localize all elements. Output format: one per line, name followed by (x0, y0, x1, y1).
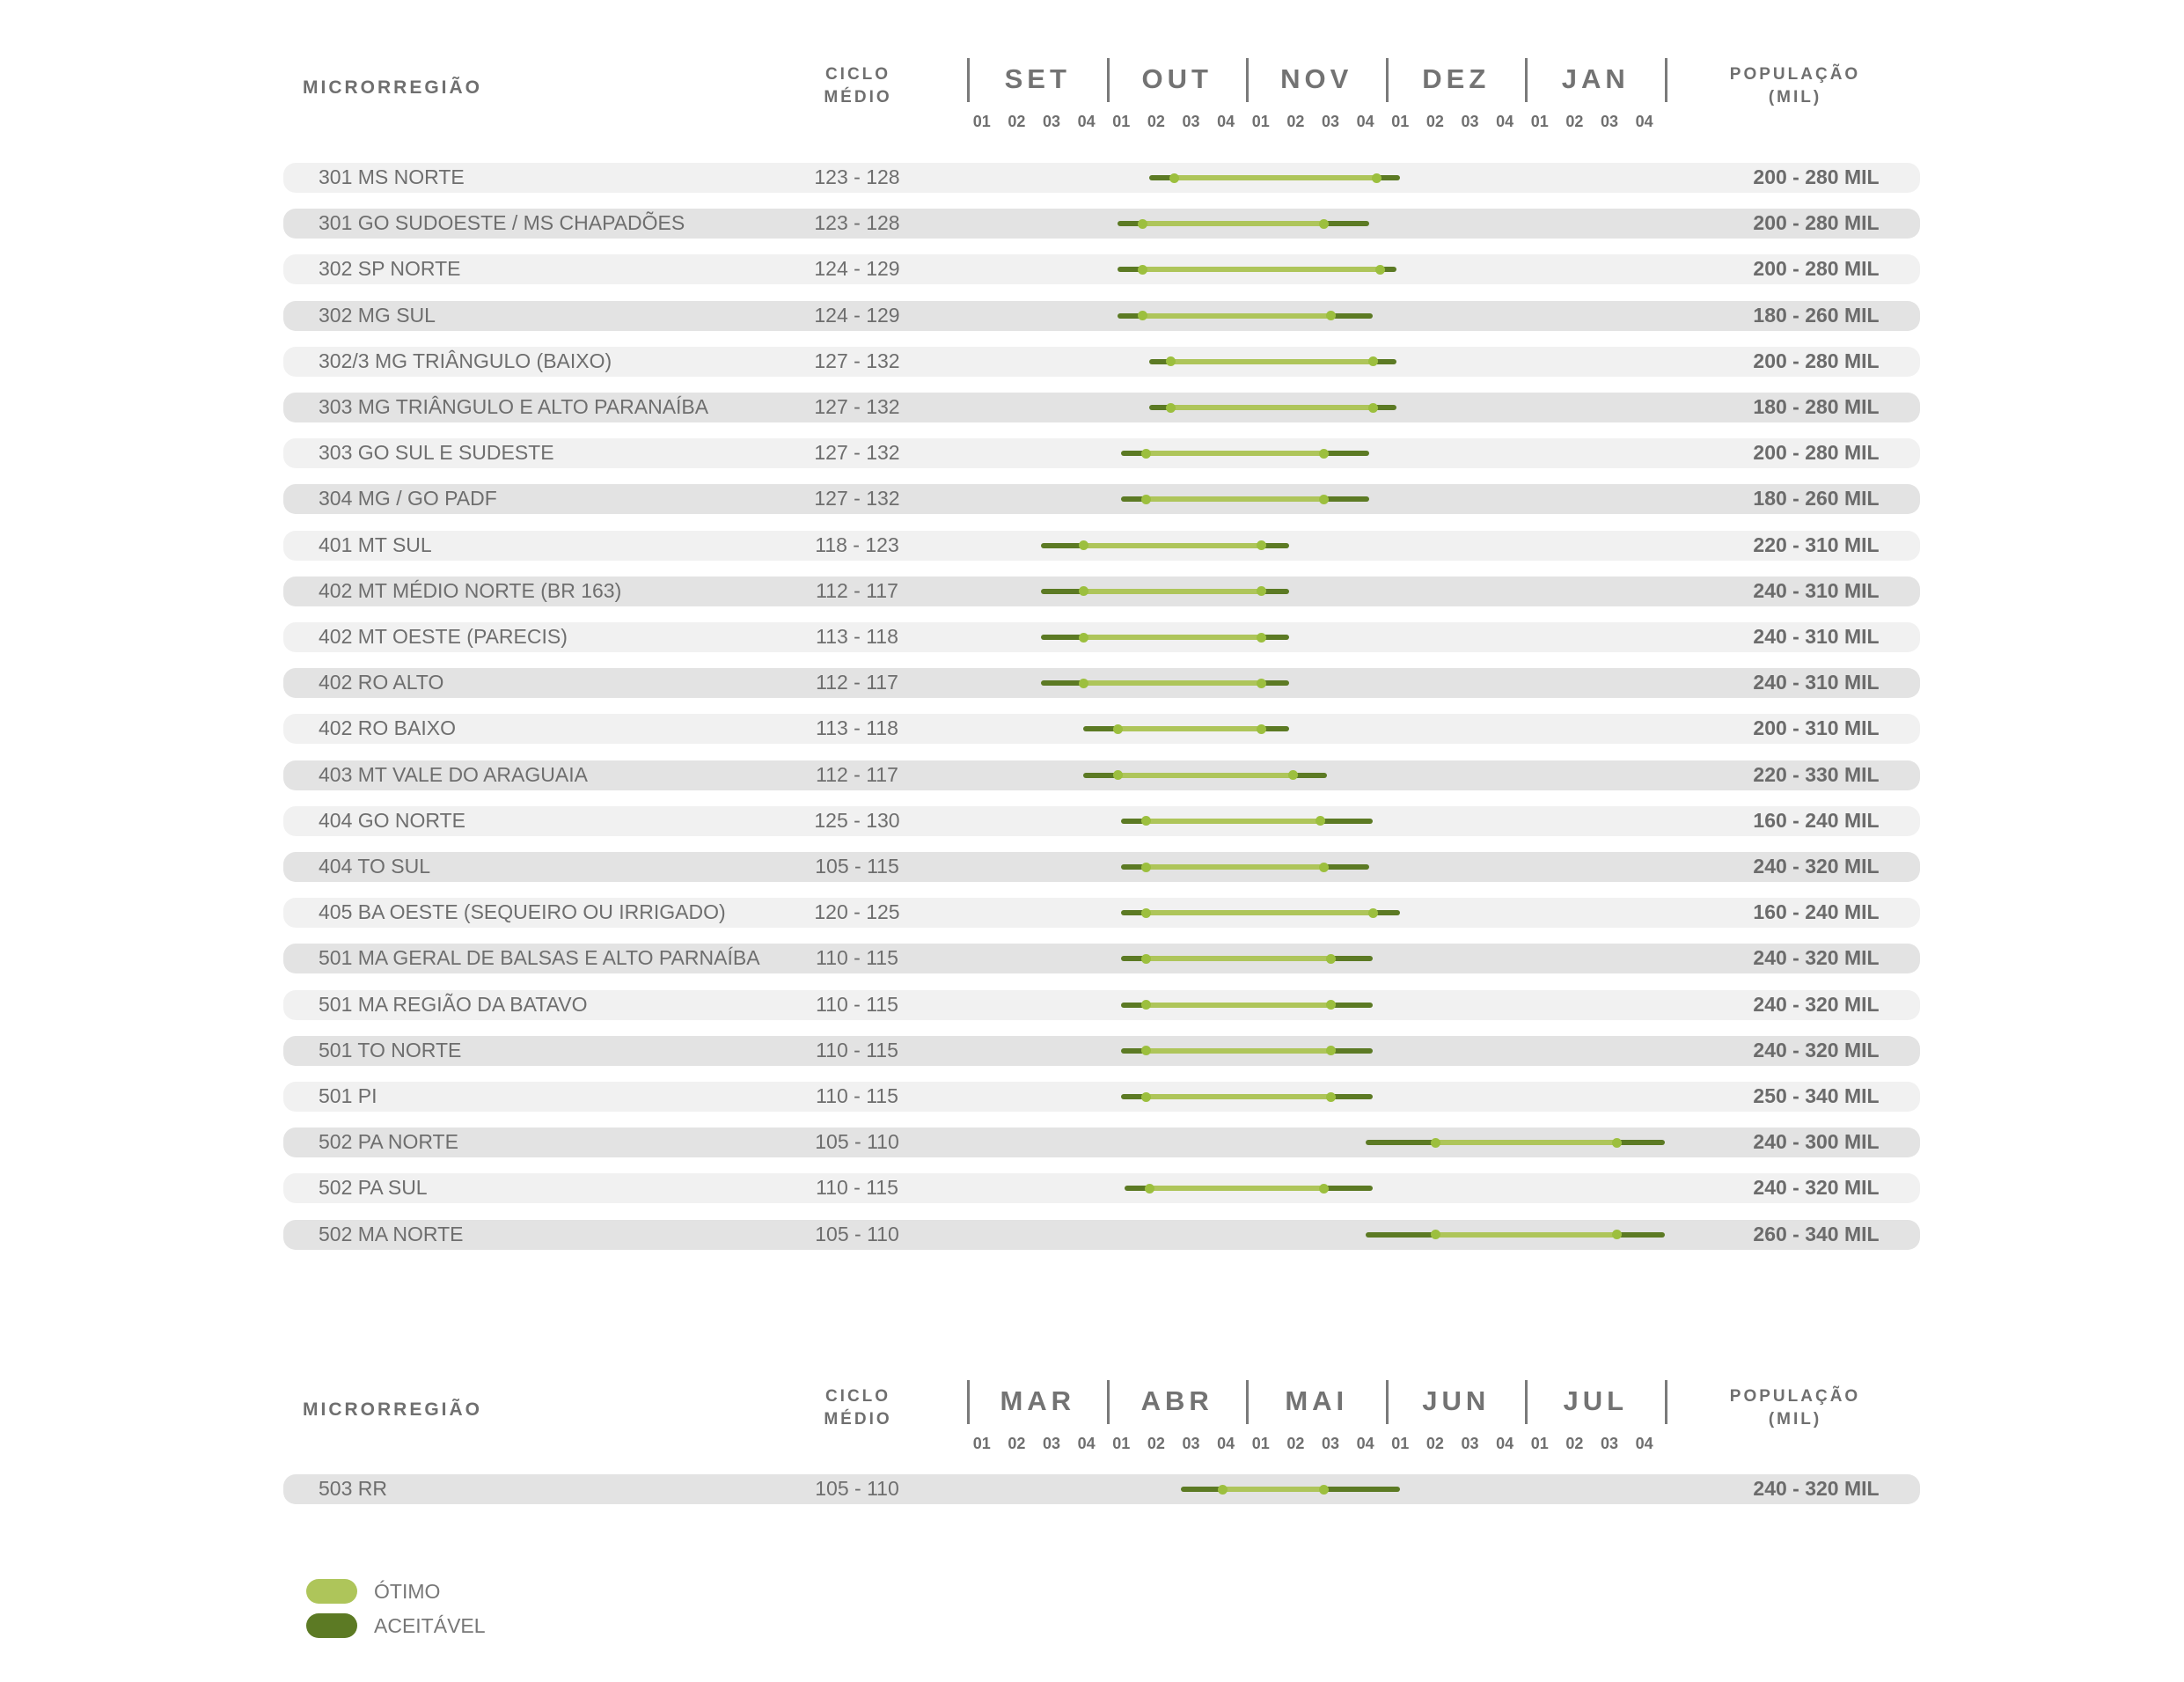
population-header-line-1: POPULAÇÃO (1729, 65, 1861, 84)
optimal-end-dot (1257, 540, 1266, 550)
optimal-start-dot (1141, 863, 1151, 872)
legend-swatch-otimo (306, 1579, 357, 1604)
optimal-bar (1146, 496, 1323, 502)
optimal-end-dot (1319, 1184, 1329, 1194)
optimal-end-dot (1368, 356, 1378, 366)
cycle-header-line-2: MÉDIO (824, 88, 892, 107)
cycle-header-line-1: CICLO (824, 65, 891, 84)
week-label: 04 (1635, 113, 1653, 130)
region-name: 301 MS NORTE (319, 165, 465, 188)
optimal-end-dot (1257, 679, 1266, 688)
region-name: 502 PA SUL (319, 1176, 428, 1200)
population-value: 160 - 240 MIL (1753, 808, 1880, 832)
week-label: 04 (1217, 1435, 1235, 1452)
cycle-header-line-1: CICLO (824, 1387, 891, 1406)
optimal-bar (1083, 589, 1261, 594)
region-header: MICRORREGIÃO (303, 1399, 482, 1420)
population-value: 200 - 280 MIL (1753, 165, 1880, 188)
population-value: 240 - 320 MIL (1753, 1477, 1880, 1500)
week-label: 02 (1565, 1435, 1584, 1452)
week-label: 01 (1391, 113, 1410, 130)
cycle-header-line-2: MÉDIO (824, 1410, 892, 1429)
week-label: 04 (1217, 113, 1235, 130)
optimal-start-dot (1145, 1184, 1154, 1194)
optimal-start-dot (1431, 1138, 1440, 1148)
optimal-start-dot (1141, 908, 1151, 918)
cycle-value: 113 - 118 (816, 716, 898, 740)
month-label: SET (1004, 63, 1071, 94)
week-label: 03 (1182, 113, 1200, 130)
population-value: 200 - 280 MIL (1753, 349, 1880, 372)
population-value: 200 - 280 MIL (1753, 441, 1880, 465)
region-name: 501 MA REGIÃO DA BATAVO (319, 992, 588, 1016)
optimal-bar (1222, 1487, 1323, 1492)
table-row (283, 1474, 1920, 1504)
region-name: 501 MA GERAL DE BALSAS E ALTO PARNAÍBA (319, 946, 760, 970)
cycle-value: 105 - 110 (815, 1222, 899, 1245)
week-label: 03 (1601, 1435, 1619, 1452)
month-label: DEZ (1422, 63, 1491, 94)
cycle-value: 113 - 118 (816, 625, 898, 648)
optimal-start-dot (1079, 586, 1088, 596)
cycle-value: 110 - 115 (816, 1084, 898, 1107)
population-value: 180 - 260 MIL (1753, 303, 1880, 327)
week-label: 04 (1356, 113, 1374, 130)
week-label: 02 (1425, 1435, 1444, 1452)
population-value: 240 - 310 MIL (1753, 625, 1880, 648)
population-value: 260 - 340 MIL (1753, 1222, 1880, 1245)
population-header-line-2: (MIL) (1768, 1410, 1822, 1429)
week-label: 01 (1530, 1435, 1549, 1452)
population-value: 240 - 310 MIL (1753, 578, 1880, 602)
cycle-value: 123 - 128 (814, 211, 900, 235)
cycle-header (792, 1385, 924, 1431)
optimal-bar (1118, 773, 1292, 778)
table-row (283, 1173, 1920, 1203)
region-name: 301 GO SUDOESTE / MS CHAPADÕES (319, 211, 685, 235)
week-label: 02 (1286, 1435, 1305, 1452)
optimal-start-dot (1431, 1230, 1440, 1239)
table-row (283, 1036, 1920, 1066)
table-row (283, 806, 1920, 836)
legend-label-otimo: ÓTIMO (374, 1580, 441, 1603)
optimal-end-dot (1612, 1138, 1622, 1148)
table-row (283, 301, 1920, 331)
optimal-bar (1146, 819, 1320, 824)
region-name: 304 MG / GO PADF (319, 487, 497, 510)
month-label: OUT (1141, 63, 1213, 94)
week-label: 02 (1286, 113, 1305, 130)
cycle-value: 110 - 115 (816, 1176, 898, 1200)
week-label: 01 (1112, 113, 1131, 130)
week-label: 02 (1147, 1435, 1165, 1452)
optimal-bar (1083, 543, 1261, 548)
optimal-start-dot (1079, 679, 1088, 688)
optimal-bar (1142, 221, 1323, 226)
table-row (283, 852, 1920, 882)
optimal-end-dot (1326, 954, 1336, 964)
table-row (283, 163, 1920, 193)
cycle-value: 124 - 129 (814, 257, 900, 281)
optimal-bar (1146, 1003, 1330, 1008)
population-value: 240 - 320 MIL (1753, 1038, 1880, 1061)
week-label: 01 (1251, 1435, 1270, 1452)
legend-swatch-aceitavel (306, 1613, 357, 1638)
week-label: 04 (1077, 113, 1096, 130)
table-row (283, 1220, 1920, 1250)
region-name: 302 SP NORTE (319, 257, 461, 281)
month-label: MAR (1000, 1385, 1076, 1416)
month-label: NOV (1280, 63, 1353, 94)
week-label: 03 (1322, 1435, 1340, 1452)
optimal-end-dot (1368, 403, 1378, 413)
week-label: 03 (1461, 113, 1479, 130)
optimal-end-dot (1319, 1485, 1329, 1495)
optimal-bar (1146, 1048, 1330, 1054)
week-label: 03 (1322, 113, 1340, 130)
region-name: 501 TO NORTE (319, 1038, 462, 1061)
table-row (283, 254, 1920, 284)
optimal-bar (1146, 864, 1323, 870)
optimal-start-dot (1079, 633, 1088, 643)
table-row (283, 1127, 1920, 1157)
optimal-end-dot (1319, 495, 1329, 504)
week-label: 03 (1461, 1435, 1479, 1452)
week-label: 01 (972, 113, 991, 130)
region-name: 302 MG SUL (319, 303, 436, 327)
region-name: 402 MT OESTE (PARECIS) (319, 625, 568, 648)
region-name: 302/3 MG TRIÂNGULO (BAIXO) (319, 349, 612, 372)
cycle-value: 118 - 123 (815, 533, 899, 556)
optimal-start-dot (1141, 449, 1151, 459)
month-label: JUL (1563, 1385, 1629, 1416)
table-row (283, 484, 1920, 514)
cycle-value: 125 - 130 (814, 808, 900, 832)
cycle-value: 123 - 128 (814, 165, 900, 188)
optimal-bar (1435, 1232, 1616, 1238)
population-value: 220 - 310 MIL (1753, 533, 1880, 556)
week-label: 04 (1635, 1435, 1653, 1452)
month-label: JAN (1561, 63, 1630, 94)
optimal-start-dot (1141, 954, 1151, 964)
optimal-bar (1142, 313, 1330, 319)
optimal-bar (1146, 1094, 1330, 1099)
optimal-start-dot (1141, 495, 1151, 504)
week-label: 02 (1147, 113, 1165, 130)
cycle-value: 127 - 132 (814, 487, 900, 510)
population-value: 200 - 280 MIL (1753, 211, 1880, 235)
region-name: 501 PI (319, 1084, 377, 1107)
month-label: ABR (1140, 1385, 1213, 1416)
optimal-bar (1118, 726, 1260, 731)
optimal-end-dot (1319, 863, 1329, 872)
population-value: 220 - 330 MIL (1753, 762, 1880, 786)
week-label: 03 (1043, 1435, 1061, 1452)
cycle-value: 110 - 115 (816, 992, 898, 1016)
week-label: 02 (1008, 113, 1026, 130)
week-label: 04 (1496, 1435, 1514, 1452)
optimal-bar (1174, 175, 1376, 180)
region-name: 402 RO BAIXO (319, 716, 456, 740)
population-header (1698, 1385, 1892, 1431)
population-value: 240 - 320 MIL (1753, 992, 1880, 1016)
optimal-bar (1146, 956, 1330, 961)
optimal-end-dot (1319, 449, 1329, 459)
population-value: 200 - 280 MIL (1753, 257, 1880, 281)
week-label: 01 (1391, 1435, 1410, 1452)
optimal-start-dot (1166, 403, 1176, 413)
population-header-line-2: (MIL) (1768, 88, 1822, 107)
population-value: 240 - 320 MIL (1753, 1176, 1880, 1200)
region-name: 303 GO SUL E SUDESTE (319, 441, 554, 465)
optimal-bar (1146, 910, 1373, 915)
week-label: 03 (1182, 1435, 1200, 1452)
cycle-value: 110 - 115 (816, 946, 898, 970)
population-value: 160 - 240 MIL (1753, 900, 1880, 924)
region-name: 401 MT SUL (319, 533, 432, 556)
optimal-start-dot (1079, 540, 1088, 550)
legend-label-aceitavel: ACEITÁVEL (374, 1614, 486, 1637)
population-value: 180 - 280 MIL (1753, 395, 1880, 418)
month-label: MAI (1285, 1385, 1349, 1416)
week-label: 03 (1043, 113, 1061, 130)
table-row (283, 1082, 1920, 1112)
cycle-value: 120 - 125 (814, 900, 900, 924)
optimal-end-dot (1375, 265, 1385, 275)
region-name: 402 MT MÉDIO NORTE (BR 163) (319, 578, 622, 602)
cycle-value: 105 - 115 (815, 855, 899, 878)
optimal-end-dot (1257, 633, 1266, 643)
region-name: 404 GO NORTE (319, 808, 466, 832)
optimal-start-dot (1218, 1485, 1228, 1495)
optimal-start-dot (1169, 173, 1179, 183)
region-name: 402 RO ALTO (319, 671, 444, 694)
optimal-bar (1142, 267, 1379, 272)
optimal-end-dot (1319, 219, 1329, 229)
cycle-value: 110 - 115 (816, 1038, 898, 1061)
week-label: 03 (1601, 113, 1619, 130)
cycle-value: 127 - 132 (814, 349, 900, 372)
cycle-value: 127 - 132 (814, 395, 900, 418)
month-label: JUN (1422, 1385, 1491, 1416)
population-value: 250 - 340 MIL (1753, 1084, 1880, 1107)
optimal-start-dot (1138, 265, 1147, 275)
cycle-header (792, 63, 924, 109)
optimal-bar (1083, 680, 1261, 686)
week-label: 01 (1112, 1435, 1131, 1452)
region-name: 503 RR (319, 1477, 387, 1500)
optimal-end-dot (1257, 724, 1266, 734)
cycle-value: 105 - 110 (815, 1130, 899, 1154)
optimal-bar (1435, 1140, 1616, 1145)
week-label: 02 (1008, 1435, 1026, 1452)
population-value: 180 - 260 MIL (1753, 487, 1880, 510)
optimal-start-dot (1141, 1092, 1151, 1102)
week-label: 01 (1530, 113, 1549, 130)
population-value: 240 - 300 MIL (1753, 1130, 1880, 1154)
week-label: 01 (1251, 113, 1270, 130)
population-header-line-1: POPULAÇÃO (1729, 1387, 1861, 1406)
region-header: MICRORREGIÃO (303, 77, 482, 98)
optimal-bar (1170, 405, 1373, 410)
optimal-end-dot (1368, 908, 1378, 918)
optimal-end-dot (1326, 1092, 1336, 1102)
region-name: 405 BA OESTE (SEQUEIRO OU IRRIGADO) (319, 900, 726, 924)
week-label: 04 (1496, 113, 1514, 130)
optimal-bar (1083, 635, 1261, 640)
week-label: 04 (1356, 1435, 1374, 1452)
optimal-bar (1170, 359, 1373, 364)
optimal-start-dot (1138, 219, 1147, 229)
population-value: 240 - 310 MIL (1753, 671, 1880, 694)
optimal-end-dot (1288, 770, 1298, 780)
cycle-value: 127 - 132 (814, 441, 900, 465)
cycle-value: 112 - 117 (816, 762, 898, 786)
region-name: 502 MA NORTE (319, 1222, 464, 1245)
optimal-bar (1146, 451, 1323, 456)
week-label: 01 (972, 1435, 991, 1452)
cycle-value: 112 - 117 (816, 578, 898, 602)
optimal-bar (1149, 1186, 1323, 1191)
cycle-value: 105 - 110 (815, 1477, 899, 1500)
population-value: 240 - 320 MIL (1753, 946, 1880, 970)
week-label: 02 (1565, 113, 1584, 130)
region-name: 403 MT VALE DO ARAGUAIA (319, 762, 588, 786)
region-name: 303 MG TRIÂNGULO E ALTO PARANAÍBA (319, 395, 709, 418)
week-label: 02 (1425, 113, 1444, 130)
cycle-value: 112 - 117 (816, 671, 898, 694)
week-label: 04 (1077, 1435, 1096, 1452)
region-name: 502 PA NORTE (319, 1130, 458, 1154)
population-value: 200 - 310 MIL (1753, 716, 1880, 740)
region-name: 404 TO SUL (319, 855, 431, 878)
optimal-end-dot (1372, 173, 1381, 183)
cycle-value: 124 - 129 (814, 303, 900, 327)
population-value: 240 - 320 MIL (1753, 855, 1880, 878)
population-header (1698, 63, 1892, 109)
